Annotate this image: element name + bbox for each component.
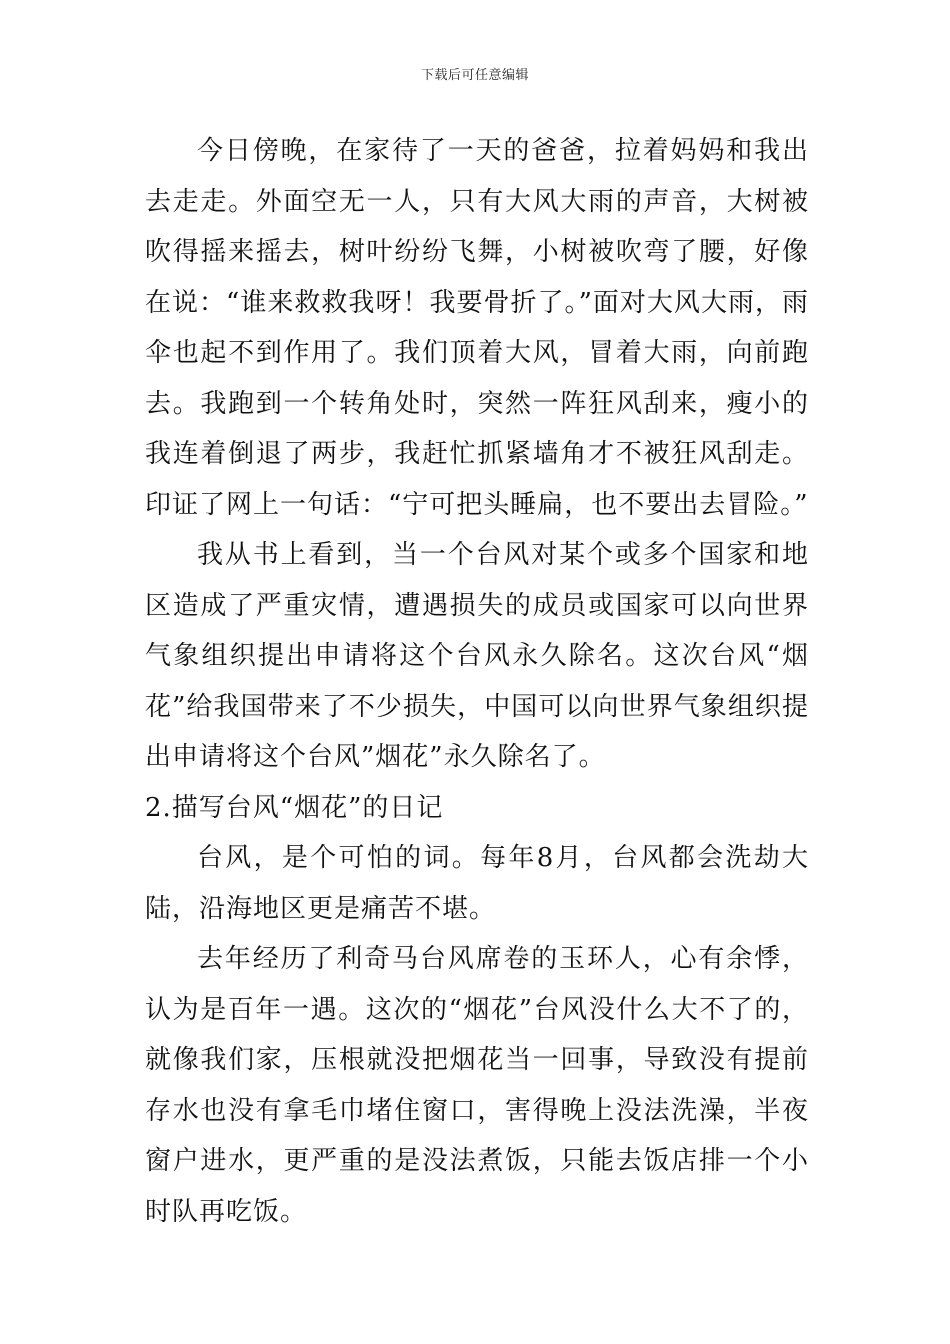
page-header-note: 下载后可任意编辑 [420, 68, 529, 83]
section-heading: 2.描写台风“烟花”的日记 [145, 792, 444, 823]
paragraph-family-experience: 去年经历了利奇马台风席卷的玉环人，心有余悸，认为是百年一遇。这次的“烟花”台风没什么大不了的，就像我们家，压根就没把烟花当一回事，导致没有提前存水也没有拿毛巾堵住窗口，害得晚上没法洗澡，半夜窗户进水，更严重的是没法煮饭，只能去饭店排一个小时队再吃饭。 [145, 944, 809, 1227]
paragraph-evening-walk: 今日傍晚，在家待了一天的爸爸，拉着妈妈和我出去走走。外面空无一人，只有大风大雨的声音，大树被吹得摇来摇去，树叶纷纷飞舞，小树被吹弯了腰，好像在说：“谁来救救我呀！我要骨折了。”面对大风大雨，雨伞也起不到作用了。我们顶着大风，冒着大雨，向前跑去。我跑到一个转角处时，突然一阵狂风刮来，瘦小的我连着倒退了两步，我赶忙抓紧墙角才不被狂风刮走。印证了网上一句话：“宁可把头睡扁，也不要出去冒险。” [145, 136, 809, 520]
paragraph-typhoon-retirement: 我从书上看到，当一个台风对某个或多个国家和地区造成了严重灾情，遭遇损失的成员或国家可以向世界气象组织提出申请将这个台风永久除名。这次台风“烟花”给我国带来了不少损失，中国可以向世界气象组织提出申请将这个台风”烟花”永久除名了。 [145, 540, 809, 772]
paragraph-typhoon-intro: 台风，是个可怕的词。每年8月，台风都会洗劫大陆，沿海地区更是痛苦不堪。 [145, 843, 809, 924]
document-body [145, 126, 809, 1237]
